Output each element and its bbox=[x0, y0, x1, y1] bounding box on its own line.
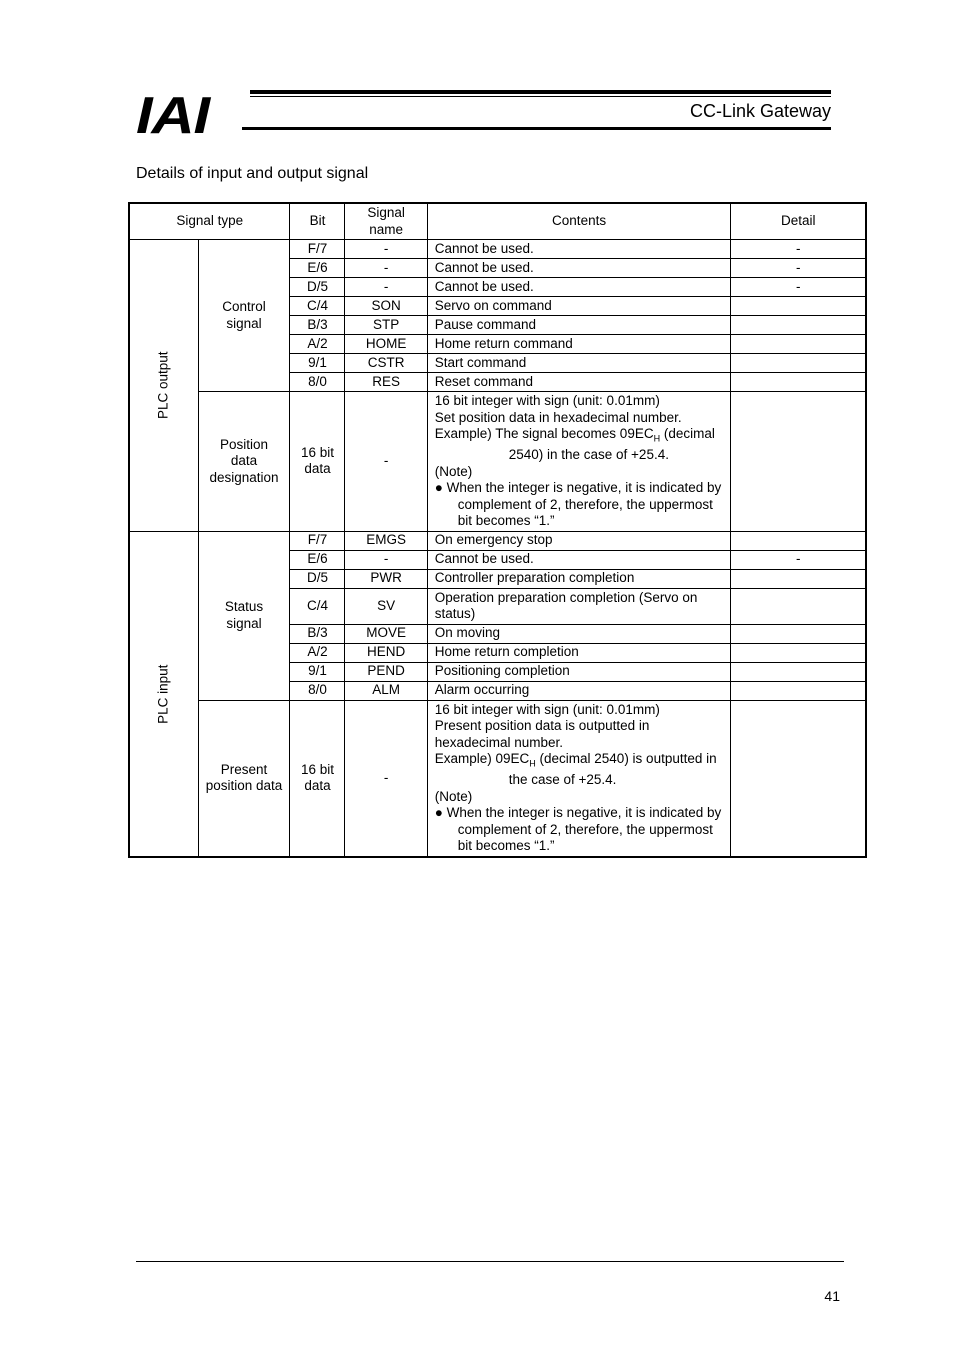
detail-cell bbox=[731, 373, 866, 392]
footer-rule bbox=[136, 1261, 844, 1262]
contents-cell: Start command bbox=[427, 354, 731, 373]
detail-cell bbox=[731, 681, 866, 700]
name-cell: SV bbox=[345, 588, 427, 624]
detail-cell bbox=[731, 569, 866, 588]
bit-cell: 9/1 bbox=[290, 354, 345, 373]
bit-cell: E/6 bbox=[290, 259, 345, 278]
contents-cell: Reset command bbox=[427, 373, 731, 392]
status-signal-label: Status signal bbox=[198, 531, 290, 700]
name-cell: HEND bbox=[345, 643, 427, 662]
contents-cell: Cannot be used. bbox=[427, 278, 731, 297]
name-cell: EMGS bbox=[345, 531, 427, 550]
contents-line: Set position data in hexadecimal number. bbox=[434, 409, 682, 425]
contents-example: Example) $09EC_H$ (decimal 2540) is outputted in the case of +25.4. bbox=[434, 751, 717, 788]
contents-line: Present position data is outputted in hexadecimal number. bbox=[434, 718, 650, 750]
contents-cell: Operation preparation completion (Servo on status) bbox=[427, 588, 731, 624]
bit-cell: 8/0 bbox=[290, 681, 345, 700]
contents-line: 16 bit integer with sign (unit: 0.01mm) bbox=[434, 701, 660, 717]
name-cell: - bbox=[345, 550, 427, 569]
detail-cell bbox=[731, 643, 866, 662]
col-signal-name: Signal name bbox=[345, 203, 427, 240]
contents-cell: Cannot be used. bbox=[427, 550, 731, 569]
contents-note: (Note) bbox=[434, 463, 473, 479]
header-rule bbox=[250, 90, 831, 94]
bit-cell: E/6 bbox=[290, 550, 345, 569]
contents-cell: Positioning completion bbox=[427, 662, 731, 681]
contents-example: Example) The signal becomes $09EC_H$ (decimal 2540) in the case of +25.4. bbox=[434, 426, 715, 463]
group-plc-input: PLC input bbox=[129, 531, 198, 857]
name-cell: - bbox=[345, 278, 427, 297]
bit-cell: 16 bit data bbox=[290, 392, 345, 532]
detail-cell bbox=[731, 392, 866, 532]
contents-cell bbox=[427, 392, 731, 532]
bit-cell: B/3 bbox=[290, 624, 345, 643]
name-cell: - bbox=[345, 259, 427, 278]
detail-cell bbox=[731, 700, 866, 857]
contents-cell: Home return completion bbox=[427, 643, 731, 662]
bit-cell: 9/1 bbox=[290, 662, 345, 681]
name-cell: RES bbox=[345, 373, 427, 392]
name-cell: - bbox=[345, 240, 427, 259]
detail-cell bbox=[731, 335, 866, 354]
detail-cell: - bbox=[731, 550, 866, 569]
col-signal-type: Signal type bbox=[129, 203, 290, 240]
page-number: 41 bbox=[824, 1288, 840, 1304]
name-cell: HOME bbox=[345, 335, 427, 354]
detail-cell: - bbox=[731, 240, 866, 259]
name-cell: PWR bbox=[345, 569, 427, 588]
table-row bbox=[129, 392, 866, 532]
header-rule bbox=[250, 96, 831, 97]
contents-cell: Servo on command bbox=[427, 297, 731, 316]
present-position-label: Present position data bbox=[198, 700, 290, 857]
contents-cell: Controller preparation completion bbox=[427, 569, 731, 588]
header-rule bbox=[242, 127, 831, 130]
bit-cell: A/2 bbox=[290, 335, 345, 354]
table-header-row bbox=[129, 203, 866, 240]
name-cell: - bbox=[345, 700, 427, 857]
bit-cell: 8/0 bbox=[290, 373, 345, 392]
bit-cell: C/4 bbox=[290, 588, 345, 624]
detail-cell bbox=[731, 316, 866, 335]
detail-cell bbox=[731, 624, 866, 643]
iai-logo: IAI bbox=[136, 87, 209, 145]
header-title: CC-Link Gateway bbox=[689, 101, 831, 121]
detail-cell bbox=[731, 297, 866, 316]
col-bit: Bit bbox=[290, 203, 345, 240]
bit-cell: B/3 bbox=[290, 316, 345, 335]
name-cell: MOVE bbox=[345, 624, 427, 643]
section-title: Details of input and output signal bbox=[136, 165, 369, 182]
bit-cell: F/7 bbox=[290, 531, 345, 550]
contents-cell: Cannot be used. bbox=[427, 259, 731, 278]
bit-cell: F/7 bbox=[290, 240, 345, 259]
detail-cell: - bbox=[731, 259, 866, 278]
contents-bullet: ● When the integer is negative, it is indicated by complement of 2, therefore, the uppermost bit becomes “1.” bbox=[434, 805, 722, 854]
col-contents: Contents bbox=[427, 203, 731, 240]
contents-cell: On moving bbox=[427, 624, 731, 643]
contents-cell: Cannot be used. bbox=[427, 240, 731, 259]
table-row bbox=[129, 700, 866, 857]
contents-cell bbox=[427, 700, 731, 857]
contents-line: 16 bit integer with sign (unit: 0.01mm) bbox=[434, 393, 660, 408]
bit-cell: A/2 bbox=[290, 643, 345, 662]
contents-cell: On emergency stop bbox=[427, 531, 731, 550]
bit-cell: D/5 bbox=[290, 569, 345, 588]
name-cell: PEND bbox=[345, 662, 427, 681]
position-data-label: Position data designation bbox=[198, 392, 290, 532]
detail-cell bbox=[731, 531, 866, 550]
contents-cell: Home return command bbox=[427, 335, 731, 354]
bit-cell: D/5 bbox=[290, 278, 345, 297]
detail-cell bbox=[731, 588, 866, 624]
name-cell: ALM bbox=[345, 681, 427, 700]
bit-cell: 16 bit data bbox=[290, 700, 345, 857]
name-cell: CSTR bbox=[345, 354, 427, 373]
detail-cell bbox=[731, 662, 866, 681]
name-cell: SON bbox=[345, 297, 427, 316]
control-signal-label: Control signal bbox=[198, 240, 290, 392]
group-plc-output: PLC output bbox=[129, 240, 198, 532]
signal-table bbox=[128, 202, 867, 858]
detail-cell bbox=[731, 354, 866, 373]
bit-cell: C/4 bbox=[290, 297, 345, 316]
col-detail: Detail bbox=[731, 203, 866, 240]
table-row bbox=[129, 240, 866, 259]
contents-note: (Note) bbox=[434, 788, 473, 804]
contents-cell: Alarm occurring bbox=[427, 681, 731, 700]
contents-cell: Pause command bbox=[427, 316, 731, 335]
name-cell: STP bbox=[345, 316, 427, 335]
contents-bullet: ● When the integer is negative, it is indicated by complement of 2, therefore, the uppermost bit becomes “1.” bbox=[434, 480, 722, 529]
table-row bbox=[129, 531, 866, 550]
name-cell: - bbox=[345, 392, 427, 532]
detail-cell: - bbox=[731, 278, 866, 297]
